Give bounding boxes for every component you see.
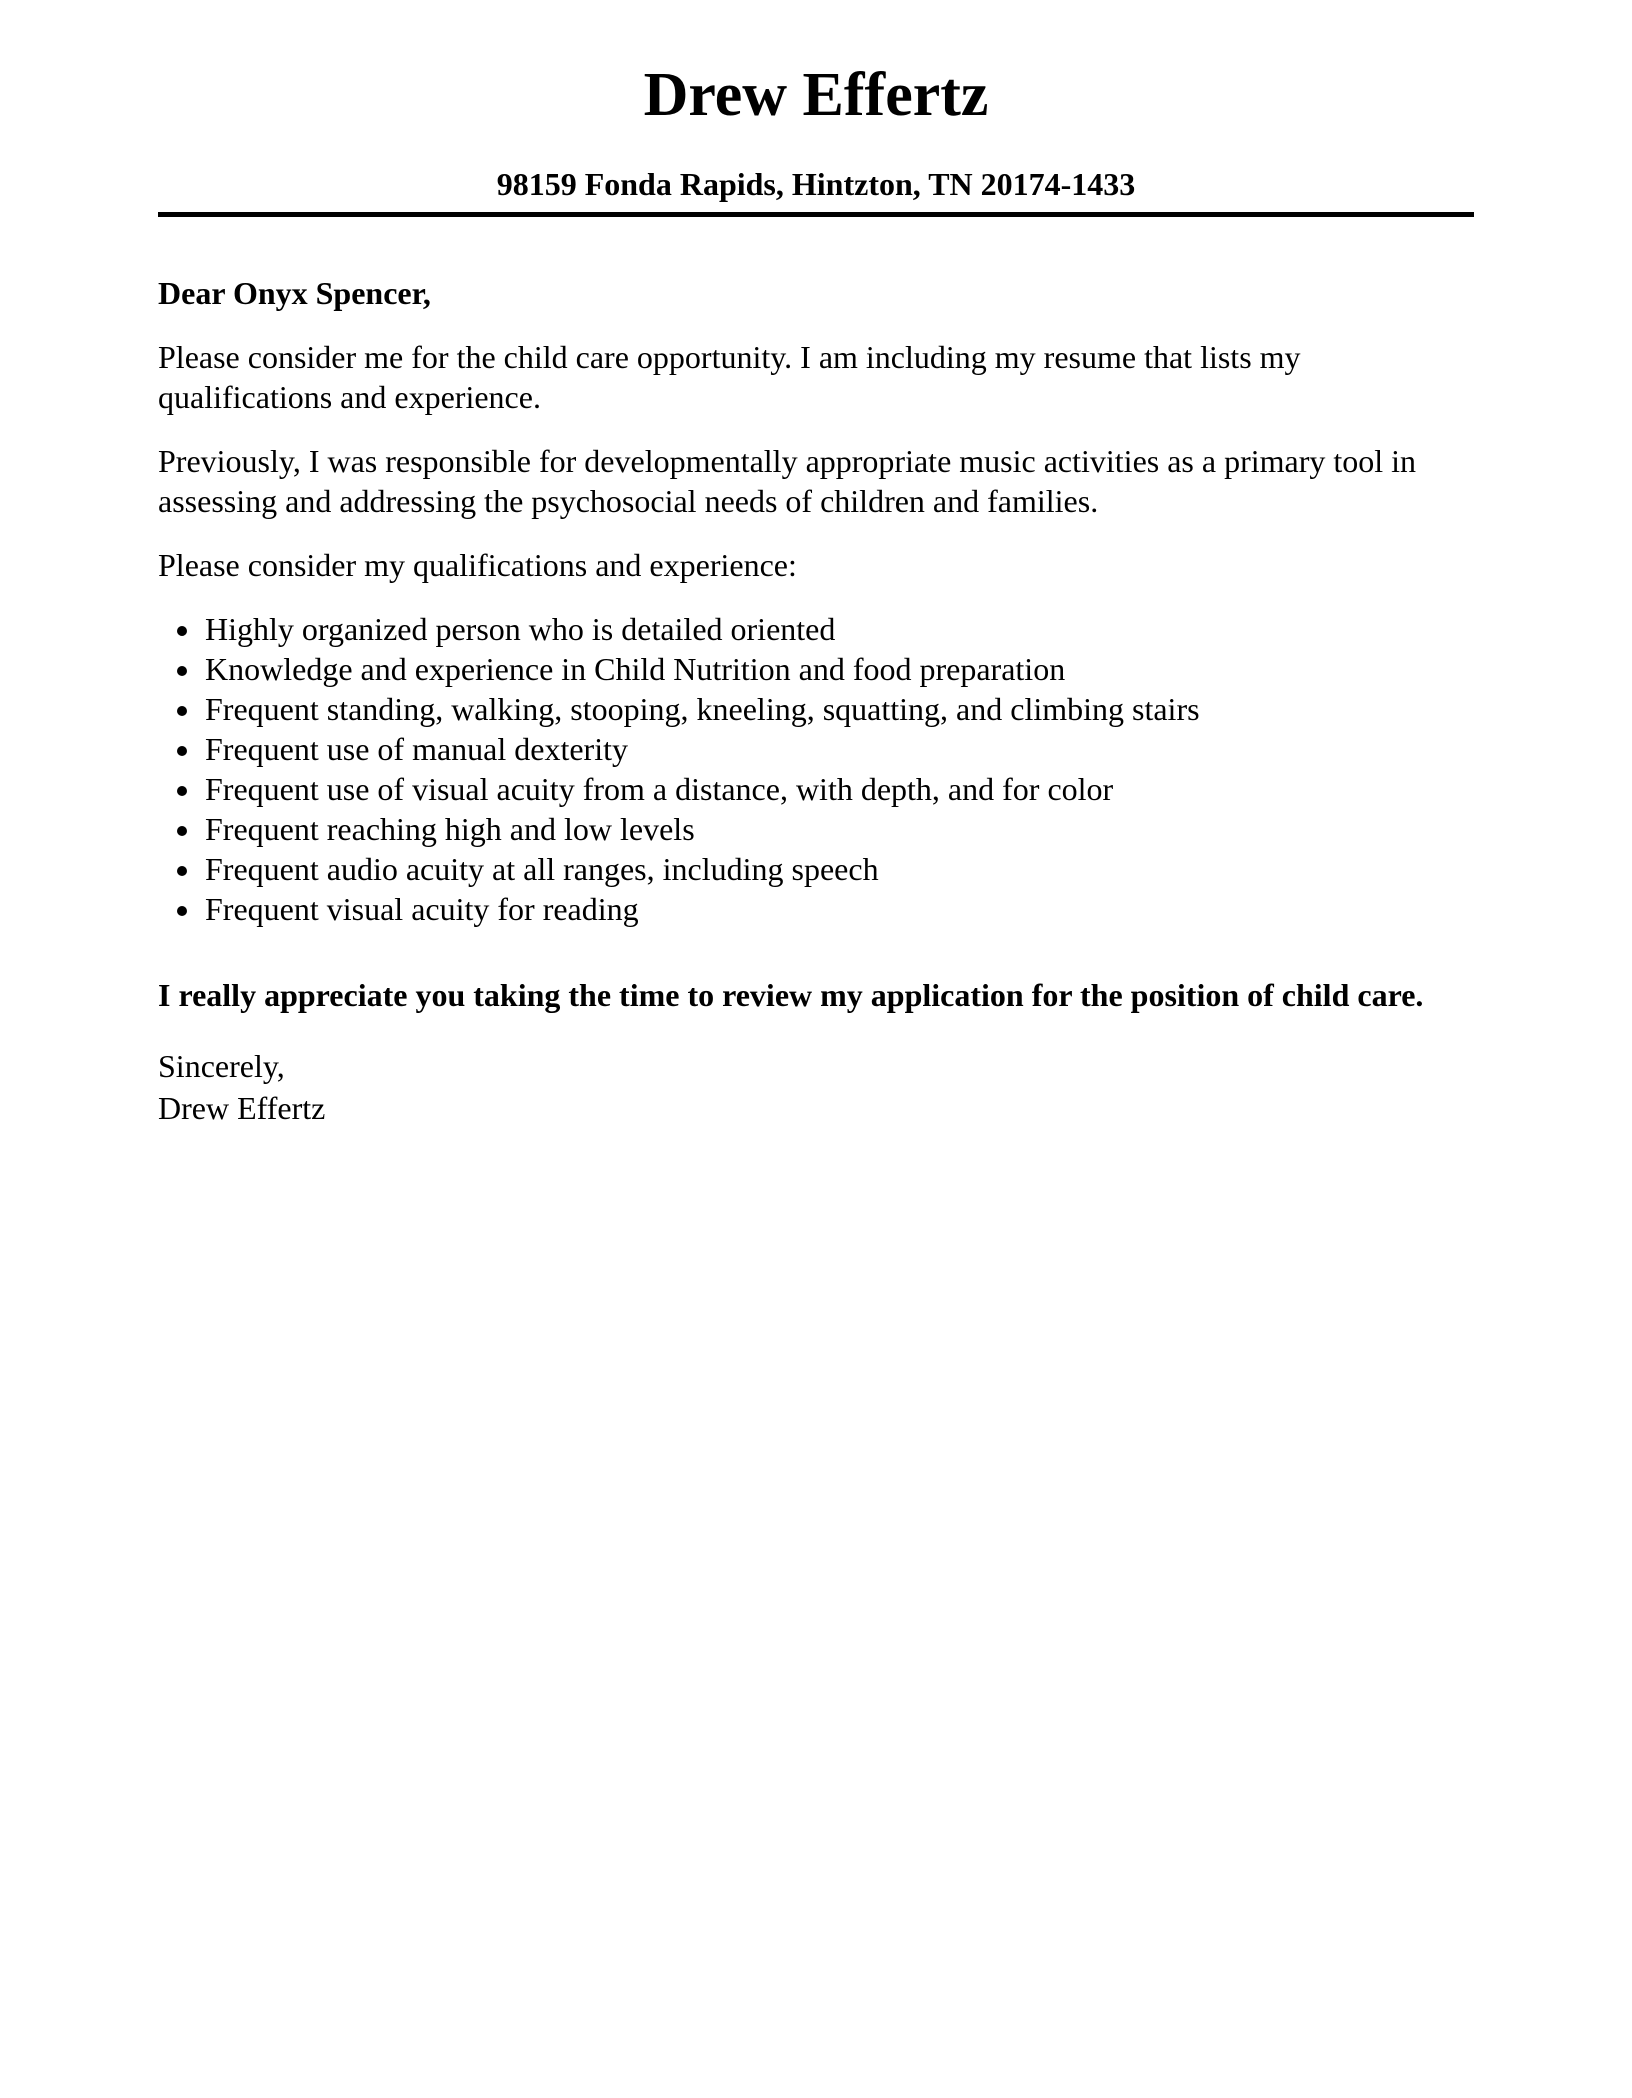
qualification-item: • Frequent use of visual acuity from a distance, with depth, and for color bbox=[203, 769, 1474, 809]
signoff-word: Sincerely, bbox=[158, 1048, 285, 1084]
qualification-item: • Frequent audio acuity at all ranges, including speech bbox=[203, 849, 1474, 889]
qualification-item: • Highly organized person who is detailed oriented bbox=[203, 609, 1474, 649]
sender-address: 98159 Fonda Rapids, Hintzton, TN 20174-1433 bbox=[496, 166, 1136, 202]
qualification-item: • Frequent visual acuity for reading bbox=[203, 889, 1474, 929]
salutation: Dear Onyx Spencer, bbox=[158, 275, 431, 311]
qualification-item: • Frequent use of manual dexterity bbox=[203, 729, 1474, 769]
paragraph-intro: Please consider me for the child care opportunity. I am including my resume that lists my qualifications and experience. bbox=[158, 339, 1301, 415]
paragraph-qualifications-lead: Please consider my qualifications and experience: bbox=[158, 547, 797, 583]
letter-body bbox=[158, 273, 1474, 1129]
qualification-item: • Frequent standing, walking, stooping, kneeling, squatting, and climbing stairs bbox=[203, 689, 1474, 729]
signature-name: Drew Effertz bbox=[158, 1090, 326, 1126]
qualifications-list bbox=[158, 609, 1474, 929]
closing-statement: I really appreciate you taking the time to review my application for the position of child care. bbox=[158, 977, 1424, 1013]
qualification-item: • Frequent reaching high and low levels bbox=[203, 809, 1474, 849]
sender-name: Drew Effertz bbox=[643, 61, 989, 129]
letter-header bbox=[158, 61, 1474, 217]
paragraph-previous-experience: Previously, I was responsible for developmentally appropriate music activities as a primary tool in assessing and addressing the psychosocial needs of children and families. bbox=[158, 443, 1417, 519]
signoff-block bbox=[158, 1045, 1474, 1129]
qualification-item: • Knowledge and experience in Child Nutrition and food preparation bbox=[203, 649, 1474, 689]
